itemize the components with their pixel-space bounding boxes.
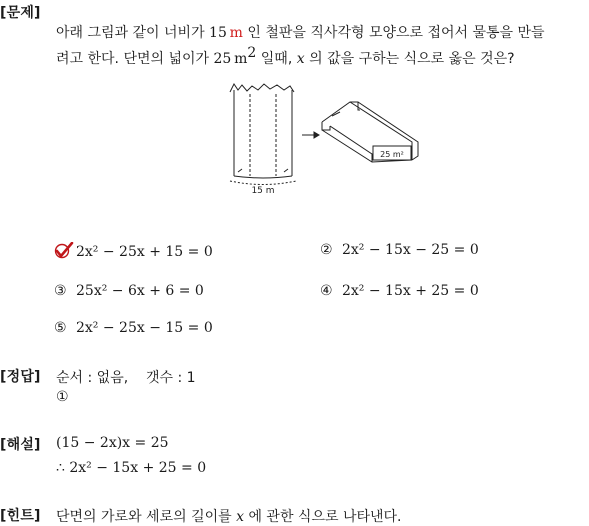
hint-line	[56, 506, 402, 526]
option-5-marker: ⑤	[54, 320, 67, 336]
option-4-text: 2x² − 15x + 25 = 0	[342, 283, 479, 299]
problem-label: [문제]	[0, 5, 41, 21]
figure-width-label: 15 m	[251, 186, 275, 196]
option-5-text: 2x² − 25x − 15 = 0	[76, 320, 213, 336]
option-4[interactable]	[320, 283, 479, 299]
problem-text-1a: 아래 그림과 같이 너비가	[56, 25, 210, 41]
option-2-marker: ②	[320, 242, 333, 258]
problem-line-1	[56, 22, 545, 42]
solution-label: [해설]	[0, 437, 41, 453]
hint-label: [힌트]	[0, 508, 41, 524]
hint-text-a: 단면의 가로와 세로의 길이를	[56, 509, 237, 525]
check-mark-icon	[54, 242, 76, 260]
solution-line-2: ∴ 2x² − 15x + 25 = 0	[56, 460, 207, 476]
width-unit: m	[229, 25, 243, 41]
option-1-text: 2x² − 25x + 15 = 0	[76, 244, 213, 260]
problem-text-2a: 려고 한다. 단면의 넓이가	[56, 51, 214, 67]
option-2-text: 2x² − 15x − 25 = 0	[342, 242, 479, 258]
problem-text-2b: 일때,	[256, 51, 297, 67]
arrow-right-icon	[302, 132, 319, 138]
solution-line-1: (15 − 2x)x = 25	[56, 435, 169, 451]
option-3-text: 25x² − 6x + 6 = 0	[76, 283, 204, 299]
option-2[interactable]	[320, 242, 479, 258]
option-3[interactable]	[54, 283, 204, 299]
figure-area-label: 25 m²	[380, 150, 404, 159]
problem-line-2	[56, 45, 515, 68]
option-3-marker: ③	[54, 283, 67, 299]
problem-text-1b: 인 철판을 직사각형 모양으로 접어서 물통을 만들	[242, 25, 545, 41]
answer-line-2: ①	[56, 389, 69, 405]
answer-label: [정답]	[0, 369, 41, 385]
area-unit: m	[234, 51, 248, 67]
area-value: 25	[213, 51, 232, 67]
problem-text-2c: 의 값을 구하는 식으로 옳은 것은?	[304, 51, 515, 67]
variable-x: x	[296, 51, 305, 67]
option-5[interactable]	[54, 320, 213, 336]
option-1[interactable]	[54, 242, 213, 260]
answer-line-1: 순서 : 없음, 갯수 : 1	[56, 370, 196, 386]
hint-variable-x: x	[236, 509, 244, 525]
flat-sheet-drawing	[230, 84, 296, 185]
problem-figure	[222, 80, 422, 198]
area-unit-exponent: 2	[247, 45, 257, 61]
option-4-marker: ④	[320, 283, 333, 299]
width-value: 15	[209, 25, 227, 41]
hint-text-b: 에 관한 식으로 나타낸다.	[244, 509, 402, 525]
